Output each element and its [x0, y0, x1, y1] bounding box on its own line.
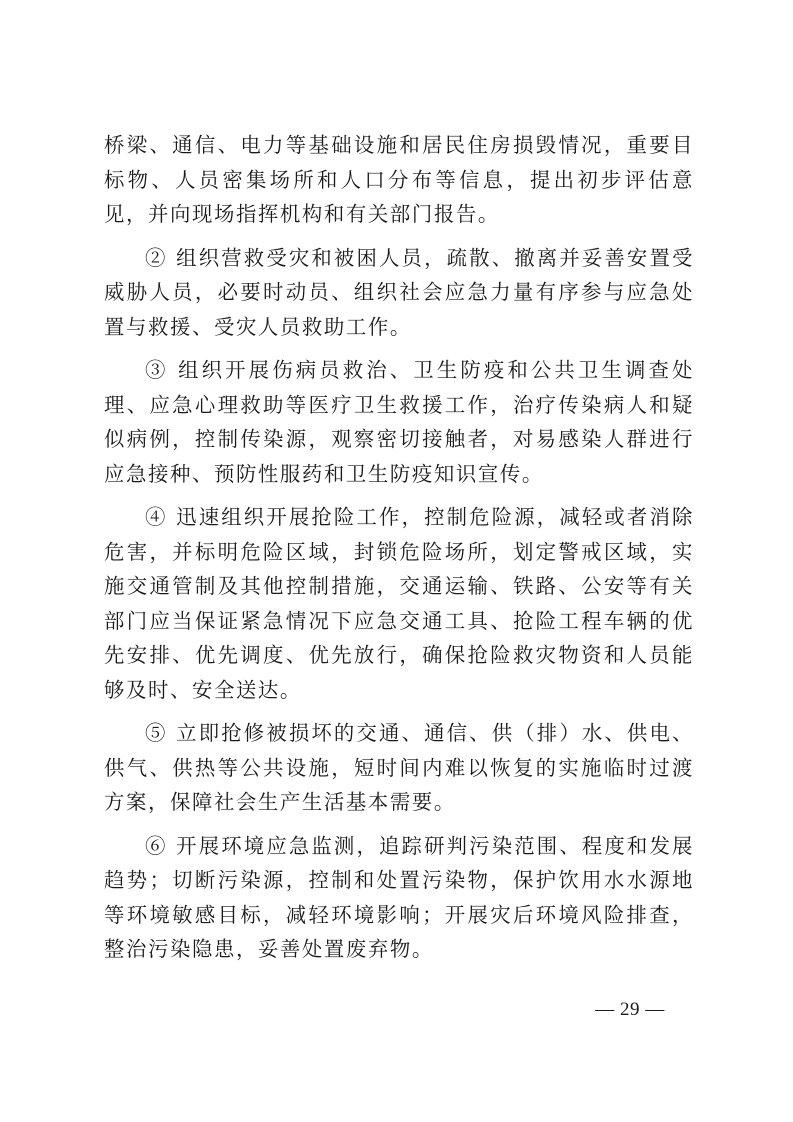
paragraph-item-2: ② 组织营救受灾和被困人员，疏散、撤离并妥善安置受威胁人员，必要时动员、组织社会应急力量有序参与应急处置与救援、受灾人员救助工作。: [104, 245, 694, 339]
document-body: [104, 128, 694, 976]
paragraph-item-5: ⑤ 立即抢修被损坏的交通、通信、供（排）水、供电、供气、供热等公共设施，短时间内难以恢复的实施临时过渡方案，保障社会生产生活基本需要。: [104, 721, 694, 814]
paragraph-item-4: ④ 迅速组织开展抢险工作，控制危险源，减轻或者消除危害，并标明危险区域，封锁危险场所，划定警戒区域，实施交通管制及其他控制措施，交通运输、铁路、公安等有关部门应当保证紧急情况下应急交通工具、抢险工程车辆的优先安排、优先调度、优先放行，确保抢险救灾物资和人员能够及时、安全送达。: [104, 505, 694, 702]
page-number: — 29 —: [595, 999, 665, 1020]
paragraph-item-6: ⑥ 开展环境应急监测，追踪研判污染范围、程度和发展趋势；切断污染源，控制和处置污染物，保护饮用水水源地等环境敏感目标，减轻环境影响；开展灾后环境风险排查，整治污染隐患，妥善处置废弃物。: [104, 833, 694, 961]
paragraph-item-3: ③ 组织开展伤病员救治、卫生防疫和公共卫生调查处理、应急心理救助等医疗卫生救援工作，治疗传染病人和疑似病例，控制传染源，观察密切接触者，对易感染人群进行应急接种、预防性服药和卫生防疫知识宣传。: [104, 358, 694, 486]
paragraph-continuation: 桥梁、通信、电力等基础设施和居民住房损毁情况，重要目标物、人员密集场所和人口分布等信息，提出初步评估意见，并向现场指挥机构和有关部门报告。: [104, 133, 694, 226]
